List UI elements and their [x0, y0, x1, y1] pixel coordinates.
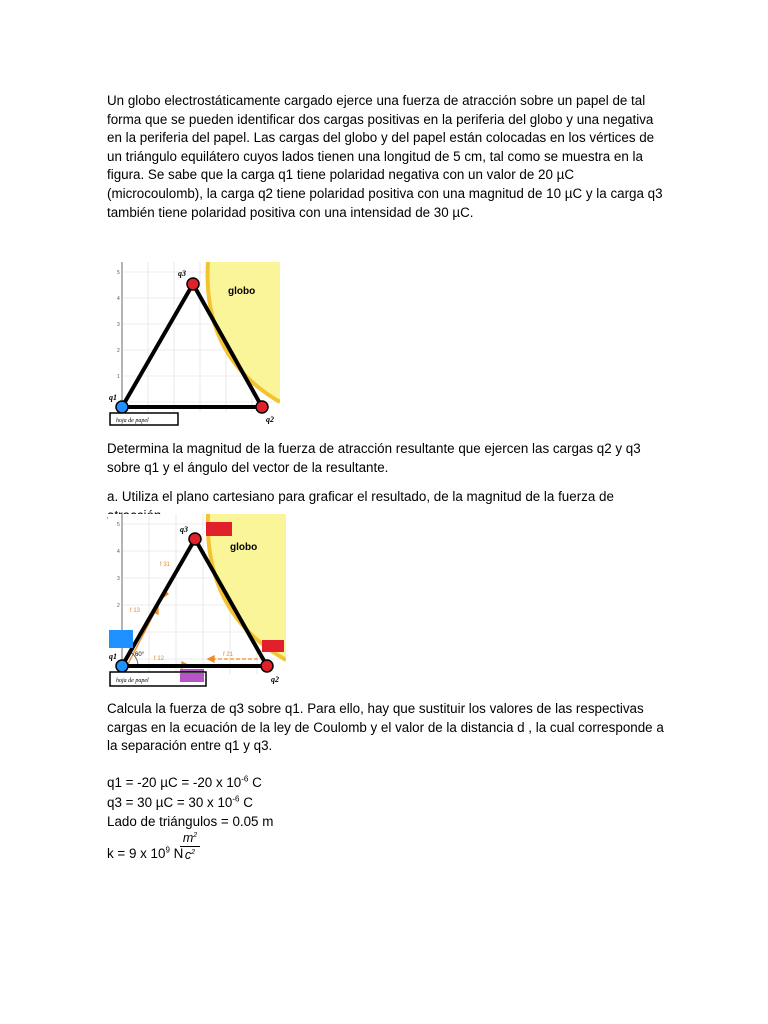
- tick-y-2: 2: [117, 348, 120, 354]
- side-length-line: Lado de triángulos = 0.05 m: [107, 814, 274, 829]
- units-fraction: $\frac{m^2}{c^2}$: [180, 830, 200, 863]
- tick-y-3: 3: [117, 576, 120, 582]
- tick-y-5: 5: [117, 270, 120, 276]
- q1-label: q1: [109, 652, 117, 661]
- paper-label: hoja de papel: [116, 418, 149, 424]
- tick-y-5: 5: [117, 522, 120, 528]
- q3-value-box: [206, 522, 232, 536]
- charge-q2: [261, 660, 273, 672]
- calc-paragraph: Calcula la fuerza de q3 sobre q1. Para ello, hay que sustituir los valores de las respectivas cargas en la ecuación de la ley de Coulomb y el valor de la distancia d , la cual corresponde a la separación entre q1 y q3.: [107, 701, 664, 754]
- tick-y-1: 1: [117, 374, 120, 380]
- f12-label: f 12: [154, 656, 165, 662]
- question-paragraph: Determina la magnitud de la fuerza de atracción resultante que ejercen las cargas q2 y q3 sobre q1 y el ángulo del vector de la resultante.: [107, 441, 641, 475]
- q3-value-line: q3 = 30 µC = 30 x $10^{-6}$ C: [107, 794, 253, 810]
- q1-value-box: [109, 630, 133, 648]
- q2-value-box: [262, 640, 284, 652]
- triangle-diagram-2: [108, 514, 286, 690]
- charge-q1: [116, 660, 128, 672]
- charge-q3: [187, 278, 199, 290]
- q1-label: q1: [109, 393, 117, 402]
- q1-value-line: q1 = -20 µC = -20 x $10^{-6}$ C: [107, 774, 262, 790]
- tick-y-4: 4: [117, 296, 120, 302]
- q3-label: q3: [180, 525, 188, 534]
- charge-q2: [256, 401, 268, 413]
- q2-label: q2: [271, 675, 279, 684]
- angle-label: 60°: [135, 652, 145, 658]
- globo-label: globo: [230, 542, 258, 553]
- paper-label: hoja de papel: [116, 678, 149, 684]
- part-a-text: a. Utiliza el plano cartesiano para graficar el resultado, de la magnitud de la fuerza de: [107, 489, 614, 504]
- globo-label: globo: [228, 286, 256, 297]
- intro-paragraph: Un globo electrostáticamente cargado ejerce una fuerza de atracción sobre un papel de tal forma que se pueden identificar dos cargas positivas en la periferia del globo y una negativa en la periferia del papel. Las cargas del globo y del papel están colocadas en los vértices de un triángulo equilátero cuyos lados tienen una longitud de 5 cm, tal como se muestra en la figura. Se sabe que la carga q1 tiene polaridad negativa con un valor de 20 µC (microcoulomb), la carga q2 tiene polaridad positiva con una magnitud de 10 µC y la carga q3 también tiene polaridad positiva con una intensidad de 30 µC.: [107, 93, 663, 220]
- charge-q3: [189, 533, 201, 545]
- charge-q1: [116, 401, 128, 413]
- triangle-diagram-1: [108, 262, 280, 428]
- tick-y-4: 4: [117, 549, 120, 555]
- f21-label: f 21: [223, 652, 234, 658]
- f13-label: f 13: [130, 608, 141, 614]
- tick-y-2: 2: [117, 603, 120, 609]
- tick-y-3: 3: [117, 322, 120, 328]
- k-constant-line: k = 9 x $10^9$ N: [107, 845, 184, 861]
- q2-label: q2: [266, 415, 274, 424]
- f31-label: f 31: [160, 562, 171, 568]
- q3-label: q3: [178, 269, 186, 278]
